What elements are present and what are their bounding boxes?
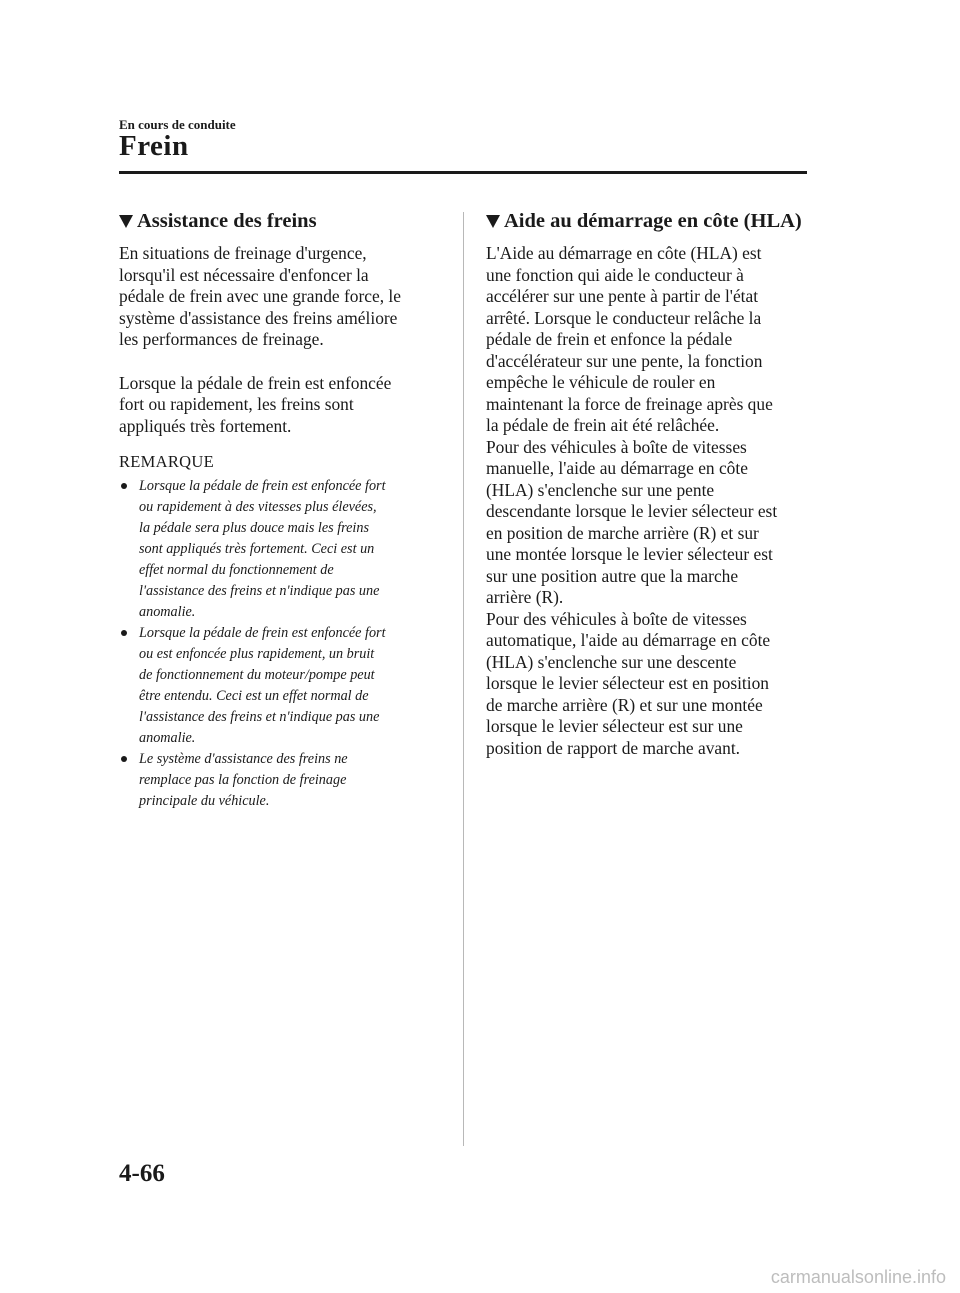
page-number: 4-66 — [119, 1160, 165, 1187]
paragraph: Pour des véhicules à boîte de vitesses manuelle, l'aide au démarrage en côte (HLA) s'enclenche sur une pente descendante lorsque le levier sélecteur est en position de marche arrière (R) et sur une montée lorsque le levier sélecteur est sur une position autre que la marche arrière (R). — [486, 436, 778, 607]
title-rule — [119, 171, 807, 174]
paragraph: Lorsque la pédale de frein est enfoncée fort ou rapidement, les freins sont appliqués très fortement. — [119, 372, 392, 436]
triangle-down-icon — [119, 215, 133, 228]
note-text: Lorsque la pédale de frein est enfoncée fort ou rapidement à des vitesses plus élevées, la pédale sera plus douce mais les freins sont appliqués très fortement. Ceci est un effet normal du fonctionnement de l'assistance des freins et n'indique pas une anomalie. — [139, 478, 386, 620]
note-item — [119, 476, 441, 623]
bullet-icon — [121, 483, 127, 489]
note-list — [119, 476, 441, 812]
heading-text: Assistance des freins — [137, 210, 317, 232]
paragraph: L'Aide au démarrage en côte (HLA) est une fonction qui aide le conducteur à accélérer sur une pente à partir de l'état arrêté. Lorsque le conducteur relâche la pédale de frein et enfonce la pédale d'accélérateur sur une pente, la fonction empêche le véhicule de rouler en maintenant la force de freinage après que la pédale de frein ait été relâchée. — [486, 243, 773, 435]
note-title: REMARQUE — [119, 452, 214, 471]
note-item — [119, 623, 441, 749]
heading-text: Aide au démarrage en côte (HLA) — [504, 210, 802, 232]
paragraph: En situations de freinage d'urgence, lorsqu'il est nécessaire d'enfoncer la pédale de frein avec une grande force, le système d'assistance des freins améliore les performances de freinage. — [119, 243, 401, 349]
left-column — [119, 210, 441, 812]
page-title: Frein — [119, 130, 189, 162]
note-text: Lorsque la pédale de frein est enfoncée fort ou est enfoncée plus rapidement, un bruit de fonctionnement du moteur/pompe peut être entendu. Ceci est un effet normal de l'assistance des freins et n'indique pas une anomalie. — [139, 625, 386, 746]
triangle-down-icon — [486, 215, 500, 228]
note-item — [119, 749, 441, 812]
section-heading-brake-assist — [119, 210, 441, 233]
section-heading-hill-launch-assist — [486, 210, 808, 233]
bullet-icon — [121, 756, 127, 762]
paragraph: Pour des véhicules à boîte de vitesses automatique, l'aide au démarrage en côte (HLA) s'enclenche sur une descente lorsque le levier sélecteur est en position de marche arrière (R) et sur une montée lorsque le levier sélecteur est sur une position de rapport de marche avant. — [486, 608, 771, 758]
right-column — [486, 210, 808, 759]
column-divider — [463, 212, 464, 1146]
note-text: Le système d'assistance des freins ne remplace pas la fonction de freinage principale du véhicule. — [139, 751, 348, 809]
watermark: carmanualsonline.info — [770, 1267, 946, 1287]
section-label: En cours de conduite — [119, 117, 236, 132]
bullet-icon — [121, 630, 127, 636]
